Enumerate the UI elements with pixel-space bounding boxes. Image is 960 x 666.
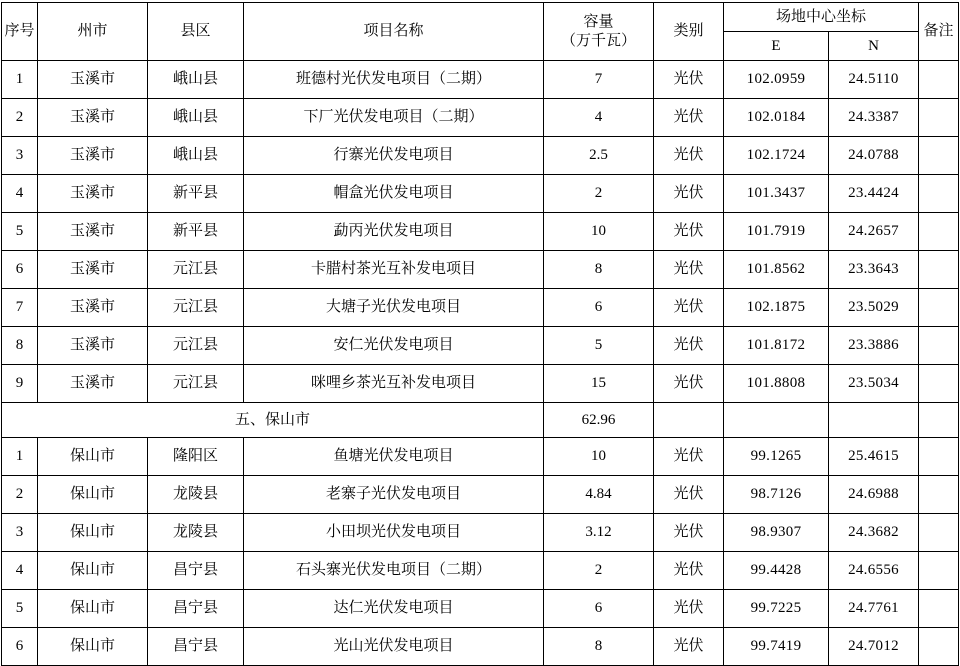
row-note bbox=[919, 438, 959, 476]
row-city: 玉溪市 bbox=[38, 61, 148, 99]
row-coord-e: 102.0184 bbox=[724, 99, 829, 137]
row-city: 玉溪市 bbox=[38, 175, 148, 213]
header-capacity bbox=[544, 3, 654, 61]
row-capacity: 6 bbox=[544, 590, 654, 628]
table-row bbox=[2, 61, 959, 99]
group-label: 五、保山市 bbox=[2, 403, 544, 438]
row-seq: 3 bbox=[2, 137, 38, 175]
group-capacity: 62.96 bbox=[544, 403, 654, 438]
table-group-row bbox=[2, 403, 959, 438]
table-row bbox=[2, 289, 959, 327]
row-capacity: 2 bbox=[544, 552, 654, 590]
row-coord-e: 102.1724 bbox=[724, 137, 829, 175]
row-note bbox=[919, 137, 959, 175]
row-seq: 6 bbox=[2, 251, 38, 289]
row-seq: 9 bbox=[2, 365, 38, 403]
row-county: 峨山县 bbox=[148, 137, 244, 175]
row-category: 光伏 bbox=[654, 476, 724, 514]
header-project: 项目名称 bbox=[244, 3, 544, 61]
table-row bbox=[2, 628, 959, 666]
row-county: 龙陵县 bbox=[148, 514, 244, 552]
row-capacity: 5 bbox=[544, 327, 654, 365]
row-category: 光伏 bbox=[654, 438, 724, 476]
row-seq: 1 bbox=[2, 438, 38, 476]
table-row bbox=[2, 137, 959, 175]
header-seq-text: 序号 bbox=[4, 23, 35, 40]
row-coord-n: 24.2657 bbox=[829, 213, 919, 251]
row-capacity: 4.84 bbox=[544, 476, 654, 514]
row-project: 石头寨光伏发电项目（二期） bbox=[244, 552, 544, 590]
row-category: 光伏 bbox=[654, 99, 724, 137]
row-coord-e: 101.8172 bbox=[724, 327, 829, 365]
row-county: 元江县 bbox=[148, 289, 244, 327]
row-seq: 6 bbox=[2, 628, 38, 666]
row-note bbox=[919, 590, 959, 628]
row-coord-e: 101.8562 bbox=[724, 251, 829, 289]
project-table bbox=[1, 2, 959, 666]
row-coord-n: 24.7761 bbox=[829, 590, 919, 628]
row-project: 帽盒光伏发电项目 bbox=[244, 175, 544, 213]
row-project: 鱼塘光伏发电项目 bbox=[244, 438, 544, 476]
header-note-text: 备注 bbox=[923, 23, 954, 40]
row-seq: 4 bbox=[2, 552, 38, 590]
row-capacity: 6 bbox=[544, 289, 654, 327]
row-note bbox=[919, 628, 959, 666]
row-coord-e: 98.9307 bbox=[724, 514, 829, 552]
row-capacity: 15 bbox=[544, 365, 654, 403]
row-project: 达仁光伏发电项目 bbox=[244, 590, 544, 628]
row-note bbox=[919, 289, 959, 327]
row-capacity: 8 bbox=[544, 251, 654, 289]
row-project: 大塘子光伏发电项目 bbox=[244, 289, 544, 327]
row-category: 光伏 bbox=[654, 251, 724, 289]
row-category: 光伏 bbox=[654, 327, 724, 365]
row-category: 光伏 bbox=[654, 628, 724, 666]
row-coord-n: 24.5110 bbox=[829, 61, 919, 99]
table-row bbox=[2, 175, 959, 213]
row-capacity: 8 bbox=[544, 628, 654, 666]
row-county: 昌宁县 bbox=[148, 552, 244, 590]
row-county: 昌宁县 bbox=[148, 628, 244, 666]
header-city: 州市 bbox=[38, 3, 148, 61]
header-county: 县区 bbox=[148, 3, 244, 61]
row-seq: 7 bbox=[2, 289, 38, 327]
header-coord-n: N bbox=[829, 32, 919, 61]
group-category-cell bbox=[654, 403, 724, 438]
row-category: 光伏 bbox=[654, 514, 724, 552]
row-coord-n: 23.3643 bbox=[829, 251, 919, 289]
row-coord-e: 99.4428 bbox=[724, 552, 829, 590]
row-capacity: 10 bbox=[544, 213, 654, 251]
row-category: 光伏 bbox=[654, 137, 724, 175]
table-row bbox=[2, 476, 959, 514]
row-coord-n: 24.3387 bbox=[829, 99, 919, 137]
row-coord-e: 101.8808 bbox=[724, 365, 829, 403]
header-capacity-line2: （万千瓦） bbox=[560, 32, 636, 49]
header-category: 类别 bbox=[654, 3, 724, 61]
row-note bbox=[919, 514, 959, 552]
row-coord-e: 101.7919 bbox=[724, 213, 829, 251]
row-capacity: 2 bbox=[544, 175, 654, 213]
header-coordinates: 场地中心坐标 bbox=[724, 3, 919, 32]
row-seq: 3 bbox=[2, 514, 38, 552]
row-project: 小田坝光伏发电项目 bbox=[244, 514, 544, 552]
row-coord-n: 24.6988 bbox=[829, 476, 919, 514]
row-county: 龙陵县 bbox=[148, 476, 244, 514]
table-row bbox=[2, 552, 959, 590]
row-capacity: 7 bbox=[544, 61, 654, 99]
row-county: 元江县 bbox=[148, 327, 244, 365]
header-coord-e: E bbox=[724, 32, 829, 61]
table-row bbox=[2, 99, 959, 137]
row-coord-e: 102.0959 bbox=[724, 61, 829, 99]
row-project: 下厂光伏发电项目（二期） bbox=[244, 99, 544, 137]
group-e-cell bbox=[724, 403, 829, 438]
row-project: 行寨光伏发电项目 bbox=[244, 137, 544, 175]
row-coord-n: 25.4615 bbox=[829, 438, 919, 476]
header-capacity-line1: 容量 bbox=[583, 13, 614, 30]
table-header-row-1 bbox=[2, 3, 959, 32]
row-county: 峨山县 bbox=[148, 99, 244, 137]
table-row bbox=[2, 438, 959, 476]
row-project: 光山光伏发电项目 bbox=[244, 628, 544, 666]
row-project: 勐丙光伏发电项目 bbox=[244, 213, 544, 251]
table-row bbox=[2, 213, 959, 251]
row-project: 班德村光伏发电项目（二期） bbox=[244, 61, 544, 99]
row-seq: 2 bbox=[2, 476, 38, 514]
row-note bbox=[919, 327, 959, 365]
row-category: 光伏 bbox=[654, 289, 724, 327]
row-coord-e: 102.1875 bbox=[724, 289, 829, 327]
row-city: 玉溪市 bbox=[38, 365, 148, 403]
row-note bbox=[919, 61, 959, 99]
row-seq: 5 bbox=[2, 213, 38, 251]
row-city: 保山市 bbox=[38, 476, 148, 514]
group-note-cell bbox=[919, 403, 959, 438]
row-coord-n: 23.3886 bbox=[829, 327, 919, 365]
row-category: 光伏 bbox=[654, 365, 724, 403]
row-city: 玉溪市 bbox=[38, 251, 148, 289]
group-n-cell bbox=[829, 403, 919, 438]
row-seq: 1 bbox=[2, 61, 38, 99]
row-city: 玉溪市 bbox=[38, 137, 148, 175]
row-note bbox=[919, 213, 959, 251]
row-coord-n: 23.5034 bbox=[829, 365, 919, 403]
row-coord-e: 98.7126 bbox=[724, 476, 829, 514]
document-sheet bbox=[0, 2, 960, 655]
table-row bbox=[2, 590, 959, 628]
row-coord-e: 99.7419 bbox=[724, 628, 829, 666]
row-note bbox=[919, 365, 959, 403]
row-note bbox=[919, 552, 959, 590]
table-row bbox=[2, 327, 959, 365]
row-coord-n: 24.6556 bbox=[829, 552, 919, 590]
row-county: 元江县 bbox=[148, 365, 244, 403]
row-city: 保山市 bbox=[38, 590, 148, 628]
row-coord-n: 23.4424 bbox=[829, 175, 919, 213]
row-county: 昌宁县 bbox=[148, 590, 244, 628]
row-county: 新平县 bbox=[148, 213, 244, 251]
row-city: 玉溪市 bbox=[38, 289, 148, 327]
row-category: 光伏 bbox=[654, 175, 724, 213]
row-seq: 5 bbox=[2, 590, 38, 628]
row-county: 新平县 bbox=[148, 175, 244, 213]
header-note bbox=[919, 3, 959, 61]
row-seq: 8 bbox=[2, 327, 38, 365]
row-city: 玉溪市 bbox=[38, 327, 148, 365]
row-note bbox=[919, 476, 959, 514]
row-note bbox=[919, 175, 959, 213]
table-row bbox=[2, 251, 959, 289]
row-county: 元江县 bbox=[148, 251, 244, 289]
row-project: 卡腊村茶光互补发电项目 bbox=[244, 251, 544, 289]
row-coord-n: 24.0788 bbox=[829, 137, 919, 175]
row-project: 咪哩乡茶光互补发电项目 bbox=[244, 365, 544, 403]
row-seq: 2 bbox=[2, 99, 38, 137]
row-capacity: 10 bbox=[544, 438, 654, 476]
row-county: 隆阳区 bbox=[148, 438, 244, 476]
table-row bbox=[2, 365, 959, 403]
row-city: 保山市 bbox=[38, 514, 148, 552]
row-category: 光伏 bbox=[654, 213, 724, 251]
row-capacity: 4 bbox=[544, 99, 654, 137]
row-note bbox=[919, 99, 959, 137]
row-coord-n: 24.7012 bbox=[829, 628, 919, 666]
row-project: 老寨子光伏发电项目 bbox=[244, 476, 544, 514]
row-project: 安仁光伏发电项目 bbox=[244, 327, 544, 365]
table-row bbox=[2, 514, 959, 552]
row-capacity: 3.12 bbox=[544, 514, 654, 552]
header-seq bbox=[2, 3, 38, 61]
row-note bbox=[919, 251, 959, 289]
row-city: 保山市 bbox=[38, 552, 148, 590]
row-coord-n: 24.3682 bbox=[829, 514, 919, 552]
row-seq: 4 bbox=[2, 175, 38, 213]
row-coord-n: 23.5029 bbox=[829, 289, 919, 327]
row-county: 峨山县 bbox=[148, 61, 244, 99]
row-category: 光伏 bbox=[654, 61, 724, 99]
row-city: 玉溪市 bbox=[38, 213, 148, 251]
row-category: 光伏 bbox=[654, 590, 724, 628]
row-coord-e: 99.7225 bbox=[724, 590, 829, 628]
row-coord-e: 101.3437 bbox=[724, 175, 829, 213]
row-city: 保山市 bbox=[38, 628, 148, 666]
row-coord-e: 99.1265 bbox=[724, 438, 829, 476]
row-city: 玉溪市 bbox=[38, 99, 148, 137]
row-capacity: 2.5 bbox=[544, 137, 654, 175]
row-category: 光伏 bbox=[654, 552, 724, 590]
row-city: 保山市 bbox=[38, 438, 148, 476]
